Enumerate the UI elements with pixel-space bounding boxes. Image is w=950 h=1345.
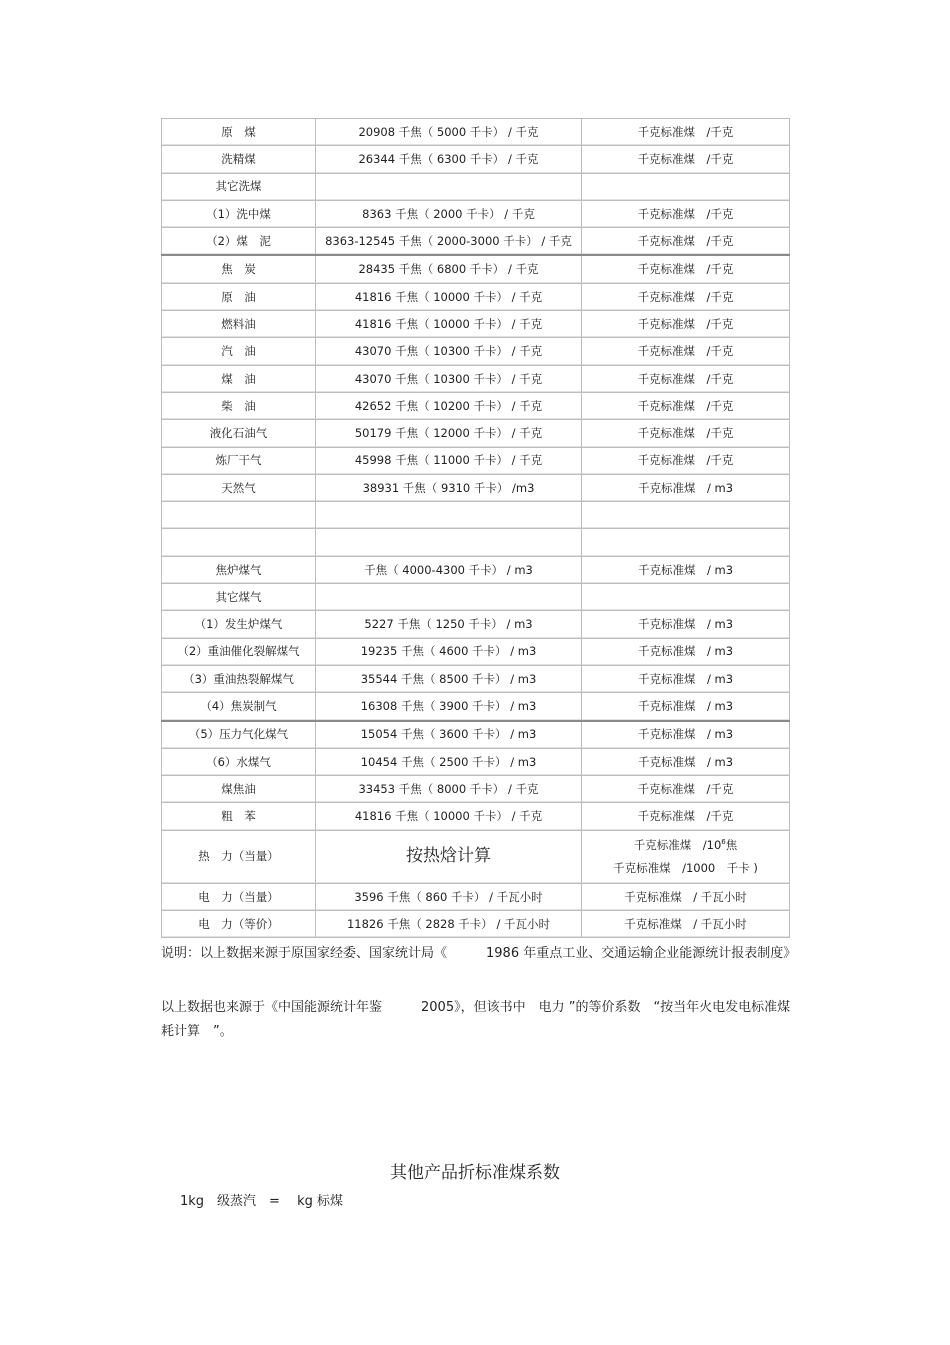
- row-calorific-value: 35544 千焦（ 8500 千卡） / m3: [316, 665, 582, 692]
- row-energy-name: 洗精煤: [162, 146, 316, 173]
- table-row: [162, 392, 790, 419]
- row-coefficient-unit: 千克标准煤 /千克: [582, 338, 790, 365]
- row-energy-name: [162, 529, 316, 556]
- row-energy-name: [162, 502, 316, 529]
- row-coefficient-unit: 千克标准煤 / m3: [582, 693, 790, 721]
- table-row: [162, 883, 790, 910]
- row-calorific-value: 5227 千焦（ 1250 千卡） / m3: [316, 611, 582, 638]
- row-calorific-value: 41816 千焦（ 10000 千卡） / 千克: [316, 283, 582, 310]
- row-coefficient-unit: 千克标准煤 / m3: [582, 748, 790, 775]
- row-coefficient-unit: 千克标准煤 /千克: [582, 311, 790, 338]
- row-calorific-value: 41816 千焦（ 10000 千卡） / 千克: [316, 311, 582, 338]
- row-energy-name: 其它煤气: [162, 584, 316, 611]
- table-row: [162, 693, 790, 721]
- row-coefficient-unit: 千克标准煤 /千克: [582, 420, 790, 447]
- heat-unit-line1: [634, 838, 737, 852]
- row-energy-name: （5）压力气化煤气: [162, 721, 316, 749]
- row-calorific-value: 3596 千焦（ 860 千卡） / 千瓦小时: [316, 883, 582, 910]
- row-calorific-value: 43070 千焦（ 10300 千卡） / 千克: [316, 338, 582, 365]
- row-energy-name: （4）焦炭制气: [162, 693, 316, 721]
- row-calorific-value: 千焦（ 4000-4300 千卡） / m3: [316, 556, 582, 583]
- row-energy-name: 焦炉煤气: [162, 556, 316, 583]
- row-energy-name: 电 力（等价）: [162, 911, 316, 938]
- row-coefficient-unit: 千克标准煤 /千克: [582, 392, 790, 419]
- table-row: [162, 748, 790, 775]
- row-energy-name: 液化石油气: [162, 420, 316, 447]
- row-calorific-value: 11826 千焦（ 2828 千卡） / 千瓦小时: [316, 911, 582, 938]
- row-energy-name: 其它洗煤: [162, 173, 316, 200]
- row-calorific-value: 19235 千焦（ 4600 千卡） / m3: [316, 638, 582, 665]
- row-coefficient-unit: 千克标准煤 / m3: [582, 556, 790, 583]
- row-calorific-value: 41816 千焦（ 10000 千卡） / 千克: [316, 803, 582, 830]
- row-calorific-value: 20908 千焦（ 5000 千卡） / 千克: [316, 119, 582, 146]
- row-calorific-value: 15054 千焦（ 3600 千卡） / m3: [316, 721, 582, 749]
- table-row: [162, 173, 790, 200]
- row-coefficient-unit: [582, 502, 790, 529]
- table-body: [162, 119, 790, 938]
- table-row: [162, 365, 790, 392]
- row-coefficient-unit: 千克标准煤 /千克: [582, 283, 790, 310]
- table-row: [162, 311, 790, 338]
- row-coefficient-unit: 千克标准煤 /千克: [582, 255, 790, 283]
- row-calorific-value: 8363 千焦（ 2000 千卡） / 千克: [316, 200, 582, 227]
- row-coefficient-unit: 千克标准煤 / 千瓦小时: [582, 911, 790, 938]
- heat-unit-post: 焦: [725, 838, 738, 853]
- row-calorific-value: 38931 千焦（ 9310 千卡） /m3: [316, 474, 582, 501]
- table-row: [162, 529, 790, 556]
- row-energy-name: （6）水煤气: [162, 748, 316, 775]
- table-row: [162, 420, 790, 447]
- coefficient-table: [161, 118, 790, 938]
- table-row: [162, 584, 790, 611]
- table-row: [162, 200, 790, 227]
- row-calorific-value: [316, 173, 582, 200]
- table-row: [162, 611, 790, 638]
- row-energy-name: 焦 炭: [162, 255, 316, 283]
- row-coefficient-unit: [582, 584, 790, 611]
- row-coefficient-unit: 千克标准煤 /千克: [582, 803, 790, 830]
- table-row: [162, 228, 790, 256]
- row-energy-name: 燃料油: [162, 311, 316, 338]
- row-calorific-value: [316, 584, 582, 611]
- heat-unit-exponent: 6: [721, 838, 726, 847]
- table-row: [162, 119, 790, 146]
- row-energy-name: 汽 油: [162, 338, 316, 365]
- table-row: [162, 665, 790, 692]
- row-coefficient-unit: 千克标准煤 / m3: [582, 611, 790, 638]
- row-calorific-value: 28435 千焦（ 6800 千卡） / 千克: [316, 255, 582, 283]
- row-energy-name: （1）发生炉煤气: [162, 611, 316, 638]
- row-calorific-value: 50179 千焦（ 12000 千卡） / 千克: [316, 420, 582, 447]
- row-energy-name: 原 油: [162, 283, 316, 310]
- row-calorific-value: 8363-12545 千焦（ 2000-3000 千卡） / 千克: [316, 228, 582, 256]
- note-source-2: 以上数据也来源于《中国能源统计年鉴 2005》，但该书中 电力 ”的等价系数 “按当年火电发电标准煤耗计算 ”。: [161, 1000, 791, 1039]
- row-energy-name: 电 力（当量）: [162, 883, 316, 910]
- row-coefficient-unit: 千克标准煤 /千克: [582, 447, 790, 474]
- row-energy-name: （2）煤 泥: [162, 228, 316, 256]
- row-coefficient-unit: 千克标准煤 /千克: [582, 200, 790, 227]
- table-row: [162, 146, 790, 173]
- row-calorific-value: 45998 千焦（ 11000 千卡） / 千克: [316, 447, 582, 474]
- row-calorific-value: [316, 502, 582, 529]
- row-energy-name: （1）洗中煤: [162, 200, 316, 227]
- table-row: [162, 255, 790, 283]
- row-coefficient-unit: 千克标准煤 /千克: [582, 228, 790, 256]
- row-calorific-value: [316, 529, 582, 556]
- row-coefficient-unit: 千克标准煤 / m3: [582, 638, 790, 665]
- row-calorific-value: 16308 千焦（ 3900 千卡） / m3: [316, 693, 582, 721]
- table-row: [162, 447, 790, 474]
- note-source-1: 说明：以上数据来源于原国家经委、国家统计局《 1986 年重点工业、交通运输企业能源统计报表制度》: [161, 946, 797, 961]
- row-coefficient-unit: 千克标准煤 / m3: [582, 474, 790, 501]
- table-row: [162, 776, 790, 803]
- table-row: [162, 721, 790, 749]
- row-coefficient-unit: 千克标准煤 / m3: [582, 721, 790, 749]
- row-energy-name: 炼厂干气: [162, 447, 316, 474]
- heat-unit-pre: 千克标准煤 /10: [633, 838, 722, 853]
- table-row: [162, 556, 790, 583]
- row-calorific-value: 43070 千焦（ 10300 千卡） / 千克: [316, 365, 582, 392]
- table-row: [162, 338, 790, 365]
- row-coefficient-unit: 千克标准煤 /千克: [582, 146, 790, 173]
- steam-formula: 1kg 级蒸汽 = kg 标煤: [180, 1194, 343, 1209]
- table-row: [162, 502, 790, 529]
- row-energy-name: （3）重油热裂解煤气: [162, 665, 316, 692]
- row-coefficient-unit: 千克标准煤 / 千瓦小时: [582, 883, 790, 910]
- table-row-heat: [162, 830, 790, 883]
- row-coefficient-unit: [582, 173, 790, 200]
- row-energy-name: （2）重油催化裂解煤气: [162, 638, 316, 665]
- row-energy-name: 柴 油: [162, 392, 316, 419]
- table-row: [162, 803, 790, 830]
- heat-unit-line2: 千克标准煤 /1000 千卡 ): [613, 860, 758, 875]
- row-energy-name: 粗 苯: [162, 803, 316, 830]
- row-coefficient-unit: 千克标准煤 /千克: [582, 776, 790, 803]
- row-energy-name: 天然气: [162, 474, 316, 501]
- row-calorific-value: 42652 千焦（ 10200 千卡） / 千克: [316, 392, 582, 419]
- row-energy-name: 煤 油: [162, 365, 316, 392]
- row-calorific-value: 按热焓计算: [316, 830, 582, 883]
- row-calorific-value: 10454 千焦（ 2500 千卡） / m3: [316, 748, 582, 775]
- row-energy-name: 原 煤: [162, 119, 316, 146]
- row-coefficient-unit: 千克标准煤 /千克: [582, 365, 790, 392]
- table-row: [162, 283, 790, 310]
- row-calorific-value: 33453 千焦（ 8000 千卡） / 千克: [316, 776, 582, 803]
- row-coefficient-unit: [582, 529, 790, 556]
- section-title: 其他产品折标准煤系数: [390, 1163, 560, 1183]
- table-row: [162, 911, 790, 938]
- row-coefficient-unit: 千克标准煤 / m3: [582, 665, 790, 692]
- row-coefficient-unit: [582, 830, 790, 883]
- row-energy-name: 热 力（当量）: [162, 830, 316, 883]
- table-row: [162, 474, 790, 501]
- table-row: [162, 638, 790, 665]
- row-energy-name: 煤焦油: [162, 776, 316, 803]
- row-coefficient-unit: 千克标准煤 /千克: [582, 119, 790, 146]
- row-calorific-value: 26344 千焦（ 6300 千卡） / 千克: [316, 146, 582, 173]
